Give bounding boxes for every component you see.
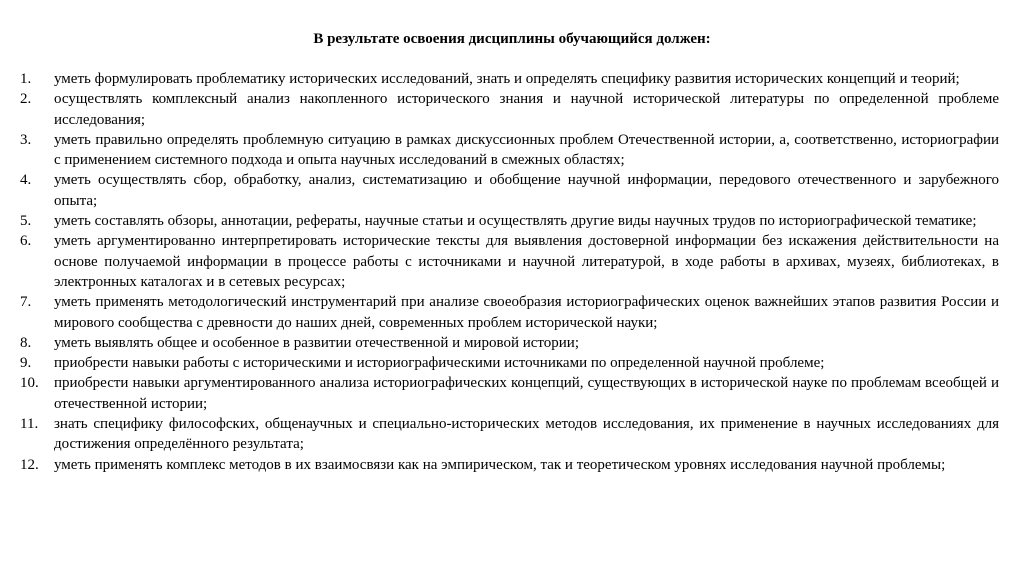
item-number: 11. [20, 416, 39, 433]
list-item [20, 414, 999, 455]
item-text: осуществлять комплексный анализ накопленного исторического знания и научной исторической литературы по определенной проблеме исследования; [54, 91, 999, 128]
list-item [20, 373, 999, 414]
item-text: приобрести навыки работы с историческими и историографическими источниками по определенной научной проблеме; [54, 355, 825, 372]
item-number: 4. [20, 172, 32, 189]
list-item [20, 292, 999, 333]
item-number: 2. [20, 91, 32, 108]
document-heading: В результате освоения дисциплины обучающийся должен: [313, 31, 711, 47]
item-text: знать специфику философских, общенаучных и специально-исторических методов исследования, их применение в научных исследованиях для достижения определённого результата; [54, 416, 999, 453]
item-text: уметь применять комплекс методов в их взаимосвязи как на эмпирическом, так и теоретическом уровнях исследования научной проблемы; [54, 456, 946, 473]
item-number: 10. [20, 375, 39, 392]
item-number: 9. [20, 355, 32, 372]
list-item [20, 231, 999, 292]
item-number: 6. [20, 233, 32, 250]
item-text: уметь аргументированно интерпретировать исторические тексты для выявления достоверной информации без искажения действительности на основе получаемой информации в процессе работы с источниками и научной литературой, в ходе работы в архивах, музеях, библиотеках, в электронных каталогах и в сетевых ресурсах; [54, 233, 999, 290]
list-item [20, 211, 999, 231]
item-text: уметь выявлять общее и особенное в развитии отечественной и мировой истории; [54, 334, 579, 351]
item-number: 8. [20, 334, 32, 351]
item-text: приобрести навыки аргументированного анализа историографических концепций, существующих в исторической науке по проблемам всеобщей и отечественной истории; [54, 375, 999, 412]
list-item [20, 69, 999, 89]
list-item [20, 89, 999, 130]
item-number: 5. [20, 213, 32, 230]
item-number: 1. [20, 71, 32, 87]
item-text: уметь осуществлять сбор, обработку, анализ, систематизацию и обобщение научной информации, передового отечественного и зарубежного опыта; [54, 172, 999, 209]
list-item [20, 333, 999, 353]
item-text: уметь применять методологический инструментарий при анализе своеобразия историографических оценок важнейших этапов развития России и мирового сообщества с древности до наших дней, современных проблем исторической науки; [54, 294, 999, 331]
item-text: уметь составлять обзоры, аннотации, рефераты, научные статьи и осуществлять другие виды научных трудов по историографической тематике; [54, 213, 977, 230]
item-text: уметь формулировать проблематику исторических исследований, знать и определять специфику развития исторических концепций и теорий; [54, 71, 960, 87]
item-number: 12. [20, 456, 39, 473]
list-item [20, 455, 999, 475]
item-number: 7. [20, 294, 32, 311]
list-item [20, 353, 999, 373]
list-item [20, 170, 999, 211]
list-item [20, 130, 999, 171]
item-number: 3. [20, 131, 32, 148]
item-text: уметь правильно определять проблемную ситуацию в рамках дискуссионных проблем Отечественной истории, а, соответственно, историографии с применением системного подхода и опыта научных исследований в смежных областях; [54, 131, 999, 169]
requirements-list [20, 69, 999, 475]
